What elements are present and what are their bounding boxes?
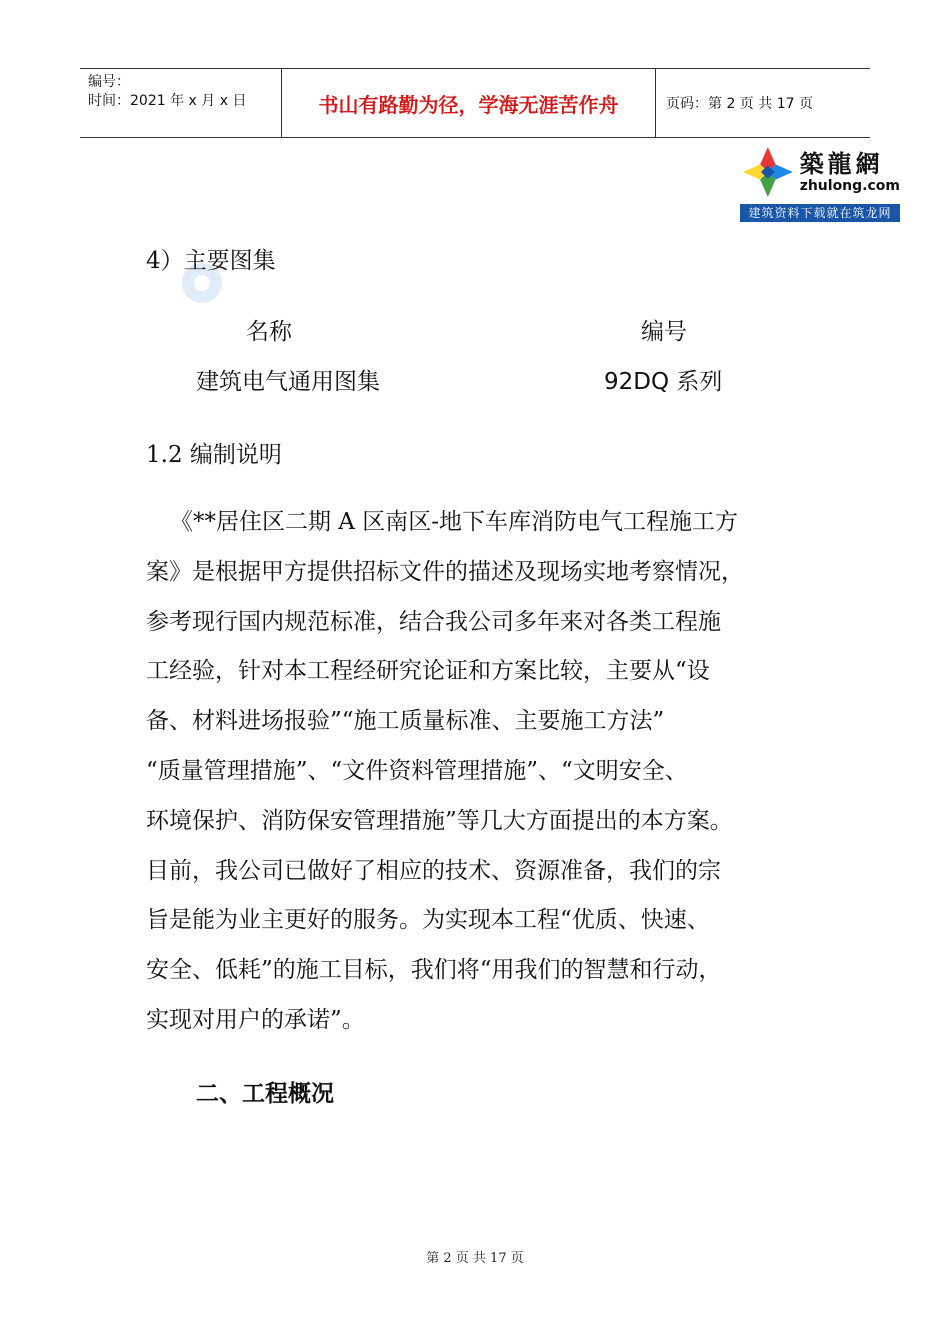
header-left-cell — [80, 69, 282, 137]
atlas-name: 建筑电气通用图集 — [196, 369, 380, 395]
paragraph-line: 目前，我公司已做好了相应的技术、资源准备，我们的宗 — [146, 857, 721, 884]
paragraph-line: 备、材料进场报验”“施工质量标准、主要施工方法” — [146, 708, 665, 735]
compilation-paragraph — [146, 498, 806, 1046]
logo-tagline: 建筑资料下载就在筑龙网 — [740, 204, 900, 222]
document-number-label: 编号： — [88, 74, 130, 90]
column-header-code: 编号 — [641, 319, 687, 345]
paragraph-line: 案》是根据甲方提供招标文件的描述及现场实地考察情况， — [146, 558, 744, 585]
header-page-info: 页码：第 2 页 共 17 页 — [666, 96, 813, 112]
logo-domain: zhulong.com — [799, 178, 900, 194]
heading-main-atlas: 4）主要图集 — [146, 248, 276, 274]
zhulong-logo — [740, 142, 900, 222]
paragraph-line: 旨是能为业主更好的服务。为实现本工程“优质、快速、 — [146, 907, 710, 934]
page-header — [80, 68, 870, 138]
logo-chinese-name: 築龍網 — [799, 149, 884, 178]
heading-compilation-notes: 1.2 编制说明 — [146, 442, 282, 468]
paragraph-line: 参考现行国内规范标准，结合我公司多年来对各类工程施 — [146, 608, 721, 635]
paragraph-line: 环境保护、消防保安管理措施”等几大方面提出的本方案。 — [146, 807, 733, 834]
paragraph-line: “质量管理措施”、“文件资料管理措施”、“文明安全、 — [146, 757, 688, 784]
paragraph-line: 安全、低耗”的施工目标，我们将“用我们的智慧和行动， — [146, 957, 722, 984]
document-time-label: 时间：2021 年 x 月 x 日 — [88, 93, 247, 109]
paragraph-line: 《**居住区二期 A 区南区-地下车库消防电气工程施工方 — [170, 509, 739, 535]
page-footer: 第 2 页 共 17 页 — [426, 1251, 524, 1266]
section-title-project-overview: 二、工程概况 — [196, 1081, 334, 1107]
header-motto: 书山有路勤为径，学海无涯苦作舟 — [282, 69, 656, 137]
atlas-code: 92DQ 系列 — [604, 369, 723, 395]
paragraph-line: 实现对用户的承诺”。 — [146, 1006, 365, 1033]
paragraph-line: 工经验，针对本工程经研究论证和方案比较，主要从“设 — [146, 658, 710, 685]
pinwheel-logo-icon — [740, 143, 796, 201]
column-header-name: 名称 — [246, 319, 292, 345]
